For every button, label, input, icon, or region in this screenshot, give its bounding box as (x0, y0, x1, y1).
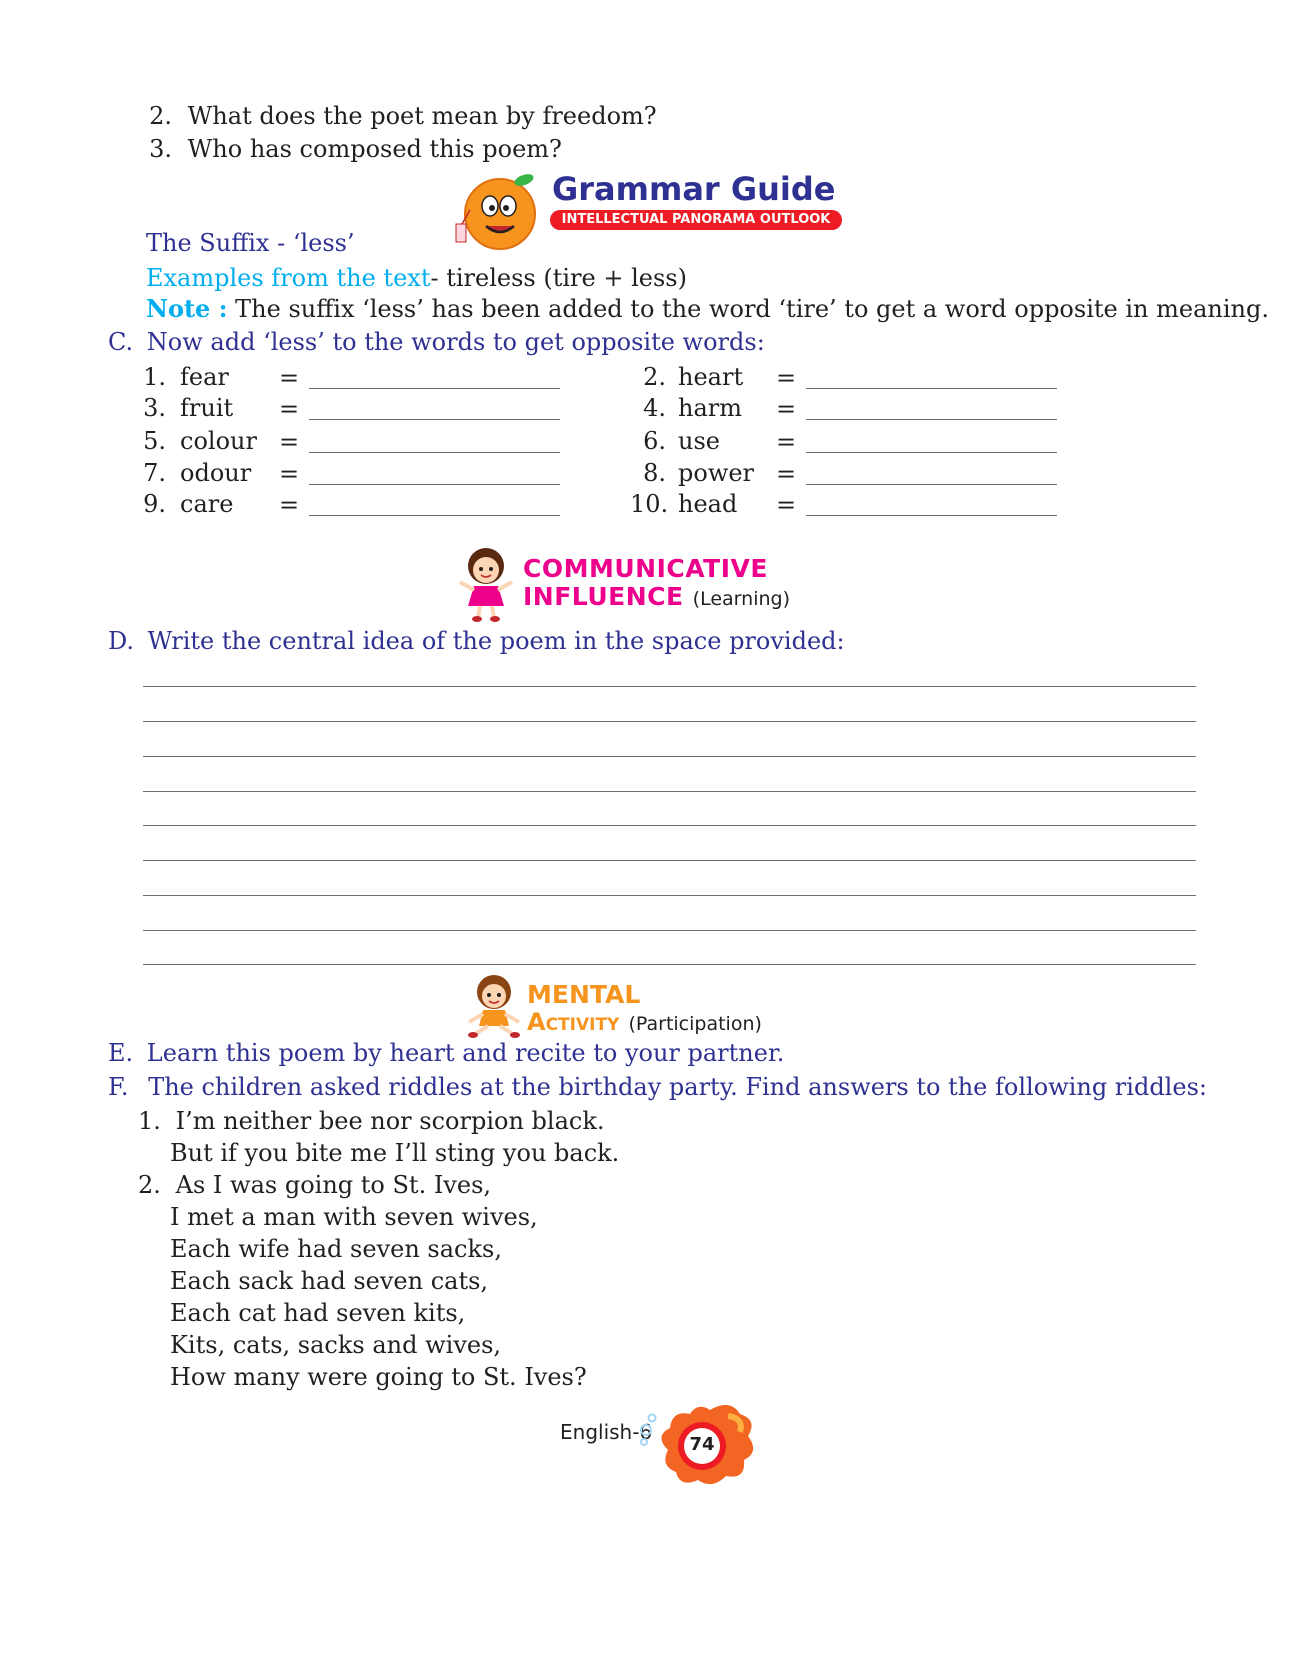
equals-sign: = (776, 491, 797, 519)
section-e-instruction: E. Learn this poem by heart and recite to your partner. (108, 1039, 785, 1067)
grammar-guide-banner (454, 170, 854, 250)
riddle-line: Each cat had seven kits, (170, 1299, 466, 1327)
answer-blank[interactable] (309, 452, 560, 453)
answer-blank[interactable] (806, 515, 1057, 516)
riddle-line: Kits, cats, sacks and wives, (170, 1331, 502, 1359)
question-3: 3. Who has composed this poem? (149, 135, 562, 163)
equals-sign: = (279, 491, 300, 519)
grammar-guide-subtitle: INTELLECTUAL PANORAMA OUTLOOK (550, 210, 842, 230)
word-item: 7. odour (143, 459, 252, 487)
answer-blank[interactable] (309, 388, 560, 389)
word-item: 6. use (643, 427, 720, 455)
answer-blank[interactable] (806, 452, 1057, 453)
riddle-1: 1. I’m neither bee nor scorpion black. (138, 1107, 605, 1135)
suffix-heading: The Suffix - ‘less’ (146, 229, 355, 257)
answer-blank[interactable] (309, 419, 560, 420)
section-f-instruction: F. The children asked riddles at the birthday party. Find answers to the following riddles: (108, 1073, 1207, 1101)
equals-sign: = (279, 395, 300, 423)
writing-line[interactable] (143, 721, 1196, 722)
section-c-instruction: C. Now add ‘less’ to the words to get opposite words: (108, 328, 765, 356)
writing-line[interactable] (143, 895, 1196, 896)
communicative-title: COMMUNICATIVE (523, 554, 768, 583)
riddle-line: How many were going to St. Ives? (170, 1363, 587, 1391)
word-item: 9. care (143, 490, 234, 518)
word-item: 10. head (630, 490, 738, 518)
footer-book-label: English-6 (560, 1420, 653, 1444)
word-item: 3. fruit (143, 394, 234, 422)
word-item: 8. power (643, 459, 755, 487)
writing-line[interactable] (143, 964, 1196, 965)
answer-blank[interactable] (309, 484, 560, 485)
page-number-badge (640, 1400, 760, 1490)
riddle-line: I met a man with seven wives, (170, 1203, 538, 1231)
riddle-line: Each sack had seven cats, (170, 1267, 489, 1295)
note-line: Note : The suffix ‘less’ has been added to the word ‘tire’ to get a word opposite in meaning. (146, 294, 1269, 323)
equals-sign: = (776, 428, 797, 456)
writing-line[interactable] (143, 825, 1196, 826)
writing-line[interactable] (143, 791, 1196, 792)
examples-line: Examples from the text- tireless (tire + less) (146, 264, 687, 292)
girl-mascot-icon (456, 546, 516, 622)
equals-sign: = (279, 428, 300, 456)
writing-line[interactable] (143, 860, 1196, 861)
page-number: 74 (689, 1434, 715, 1455)
riddle-line: But if you bite me I’ll sting you back. (170, 1139, 620, 1167)
word-item: 5. colour (143, 427, 257, 455)
answer-blank[interactable] (806, 419, 1057, 420)
word-item: 1. fear (143, 363, 229, 391)
section-d-instruction: D. Write the central idea of the poem in the space provided: (108, 627, 845, 655)
mental-activity-banner (463, 974, 793, 1040)
mental-title: MENTAL (527, 980, 641, 1009)
communicative-subtitle: INFLUENCE (Learning) (523, 582, 790, 611)
riddle-2: 2. As I was going to St. Ives, (138, 1171, 492, 1199)
riddle-line: Each wife had seven sacks, (170, 1235, 502, 1263)
equals-sign: = (776, 364, 797, 392)
equals-sign: = (776, 395, 797, 423)
equals-sign: = (776, 460, 797, 488)
word-item: 4. harm (643, 394, 742, 422)
answer-blank[interactable] (806, 484, 1057, 485)
writing-line[interactable] (143, 756, 1196, 757)
answer-blank[interactable] (806, 388, 1057, 389)
question-2: 2. What does the poet mean by freedom? (149, 102, 657, 130)
answer-blank[interactable] (309, 515, 560, 516)
communicative-banner (456, 546, 796, 622)
word-item: 2. heart (643, 363, 744, 391)
orange-mascot-icon (454, 170, 546, 254)
writing-line[interactable] (143, 930, 1196, 931)
equals-sign: = (279, 460, 300, 488)
mental-subtitle: Activity (Participation) (527, 1008, 762, 1036)
grammar-guide-title: Grammar Guide (552, 170, 836, 208)
writing-line[interactable] (143, 686, 1196, 687)
equals-sign: = (279, 364, 300, 392)
girl-activity-icon (463, 974, 525, 1040)
